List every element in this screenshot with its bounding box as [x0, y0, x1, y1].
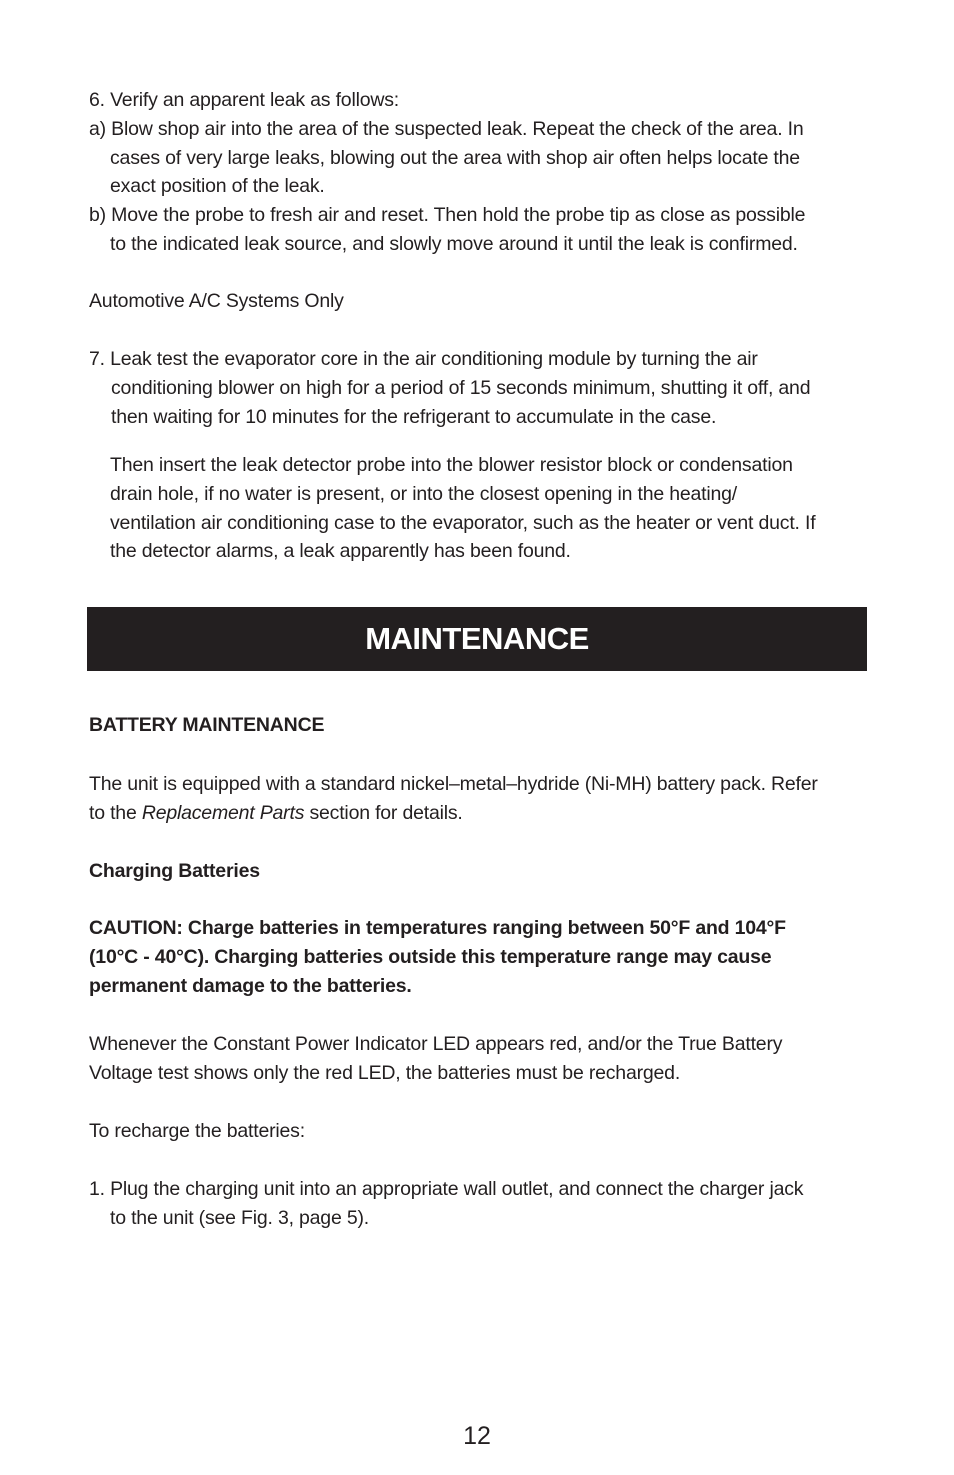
step-6a-line-2: cases of very large leaks, blowing out the area with shop air often helps locate the — [110, 146, 800, 169]
step-6a-line-1: a) Blow shop air into the area of the suspected leak. Repeat the check of the area. In — [89, 117, 804, 140]
step-6-block — [89, 86, 869, 259]
led-paragraph — [89, 1030, 869, 1088]
recharge-intro: To recharge the batteries: — [89, 1120, 305, 1142]
step-6-intro: 6. Verify an apparent leak as follows: — [89, 89, 399, 111]
step-7-line-3: then waiting for 10 minutes for the refrigerant to accumulate in the case. — [111, 405, 717, 428]
step-7-block — [89, 345, 869, 431]
step-7-followup — [89, 451, 869, 566]
step-6a-line-3: exact position of the leak. — [110, 175, 325, 198]
step-1-line-2: to the unit (see Fig. 3, page 5). — [110, 1206, 369, 1229]
automotive-heading: Automotive A/C Systems Only — [89, 290, 344, 312]
page-number: 12 — [463, 1422, 491, 1450]
caution-line-1: CAUTION: Charge batteries in temperatures ranging between 50°F and 104°F — [89, 917, 786, 939]
caution-block — [89, 914, 869, 1000]
caution-line-3: permanent damage to the batteries. — [89, 974, 412, 997]
battery-maintenance-heading: BATTERY MAINTENANCE — [89, 714, 325, 736]
battery-para-line-2-end: section for details. — [304, 801, 463, 824]
charging-batteries-heading: Charging Batteries — [89, 860, 260, 882]
led-line-1: Whenever the Constant Power Indicator LED appears red, and/or the True Battery — [89, 1033, 783, 1055]
step-1-line-1: 1. Plug the charging unit into an appropriate wall outlet, and connect the charger jack — [89, 1178, 804, 1200]
step-6b-line-2: to the indicated leak source, and slowly move around it until the leak is confirmed. — [110, 232, 798, 255]
step-7-followup-line-1: Then insert the leak detector probe into the blower resistor block or condensation — [110, 454, 793, 476]
step-6b-line-1: b) Move the probe to fresh air and reset. Then hold the probe tip as close as possible — [89, 204, 806, 227]
step-1-block — [89, 1175, 869, 1233]
replacement-parts-ref: Replacement Parts — [141, 801, 305, 824]
step-7-followup-line-2: drain hole, if no water is present, or into the closest opening in the heating/ — [110, 482, 738, 505]
battery-para-line-1: The unit is equipped with a standard nickel–metal–hydride (Ni-MH) battery pack. Refer — [89, 773, 818, 795]
step-7-followup-line-4: the detector alarms, a leak apparently has been found. — [110, 540, 571, 563]
battery-para-line-2-start: to the — [89, 801, 142, 824]
step-7-line-1: 7. Leak test the evaporator core in the air conditioning module by turning the air — [89, 348, 758, 370]
led-line-2: Voltage test shows only the red LED, the batteries must be recharged. — [89, 1061, 681, 1084]
step-7-followup-line-3: ventilation air conditioning case to the evaporator, such as the heater or vent duct. If — [110, 511, 816, 534]
battery-paragraph — [89, 770, 869, 828]
maintenance-title: MAINTENANCE — [365, 621, 589, 656]
step-7-line-2: conditioning blower on high for a period of 15 seconds minimum, shutting it off, and — [111, 376, 811, 399]
maintenance-banner — [87, 607, 867, 671]
battery-para-line-2 — [89, 799, 869, 828]
caution-line-2: (10°C - 40°C). Charging batteries outside this temperature range may cause — [89, 945, 772, 968]
